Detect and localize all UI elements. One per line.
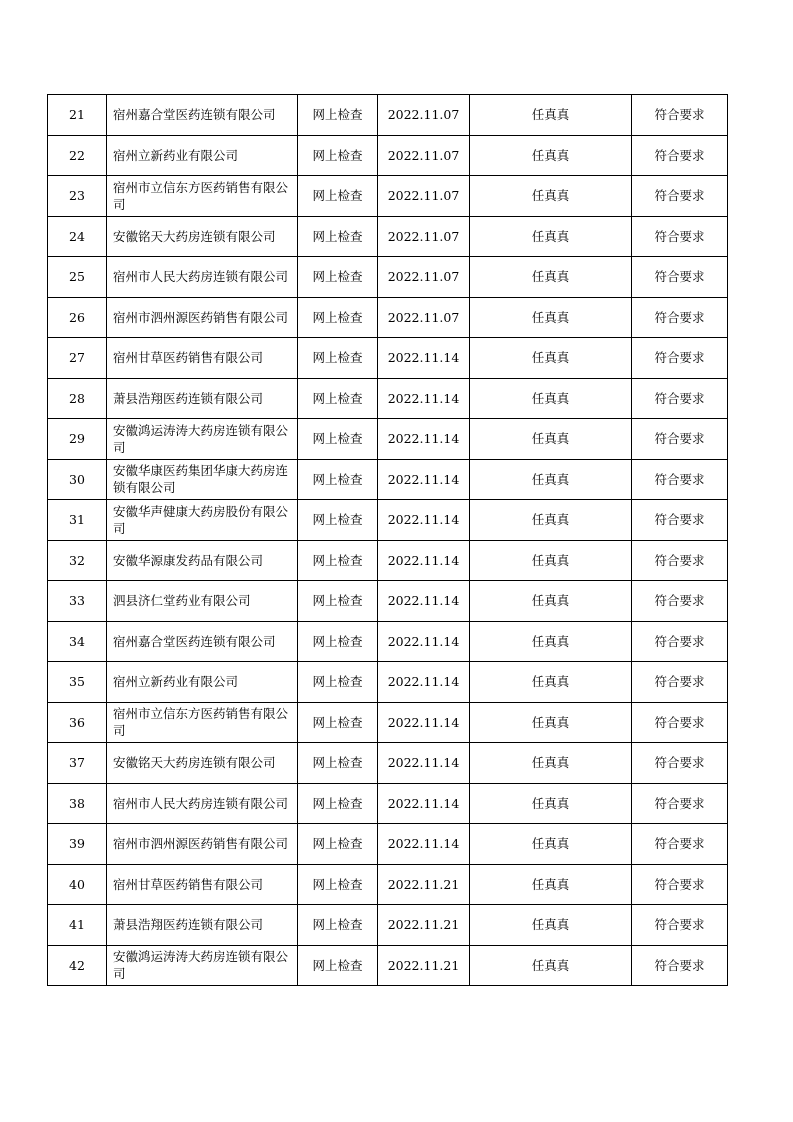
company-name: 宿州立新药业有限公司 (107, 135, 298, 176)
inspection-method: 网上检查 (298, 783, 378, 824)
company-name: 安徽华声健康大药房股份有限公司 (107, 500, 298, 541)
inspection-date: 2022.11.14 (378, 500, 470, 541)
inspection-date: 2022.11.21 (378, 945, 470, 986)
company-name: 宿州甘草医药销售有限公司 (107, 864, 298, 905)
inspection-result: 符合要求 (632, 338, 728, 379)
inspector-name: 任真真 (470, 905, 632, 946)
inspection-method: 网上检查 (298, 378, 378, 419)
inspection-method: 网上检查 (298, 257, 378, 298)
table-row (48, 581, 728, 622)
row-number: 37 (48, 743, 107, 784)
inspection-result: 符合要求 (632, 500, 728, 541)
inspection-method: 网上检查 (298, 581, 378, 622)
company-name: 安徽铭天大药房连锁有限公司 (107, 216, 298, 257)
inspection-result: 符合要求 (632, 378, 728, 419)
inspection-date: 2022.11.07 (378, 257, 470, 298)
table-row (48, 297, 728, 338)
company-name: 宿州市人民大药房连锁有限公司 (107, 257, 298, 298)
row-number: 40 (48, 864, 107, 905)
inspection-result: 符合要求 (632, 297, 728, 338)
inspection-result: 符合要求 (632, 135, 728, 176)
company-name: 安徽鸿运涛涛大药房连锁有限公司 (107, 419, 298, 460)
inspection-method: 网上检查 (298, 176, 378, 217)
table-row (48, 905, 728, 946)
inspection-date: 2022.11.14 (378, 783, 470, 824)
inspection-method: 网上检查 (298, 459, 378, 500)
table-row (48, 662, 728, 703)
inspection-method: 网上检查 (298, 743, 378, 784)
inspection-result: 符合要求 (632, 216, 728, 257)
inspection-result: 符合要求 (632, 540, 728, 581)
inspection-date: 2022.11.14 (378, 581, 470, 622)
row-number: 33 (48, 581, 107, 622)
inspection-date: 2022.11.07 (378, 176, 470, 217)
inspector-name: 任真真 (470, 257, 632, 298)
inspection-result: 符合要求 (632, 945, 728, 986)
inspection-date: 2022.11.07 (378, 135, 470, 176)
inspection-method: 网上检查 (298, 216, 378, 257)
inspection-date: 2022.11.07 (378, 216, 470, 257)
inspector-name: 任真真 (470, 581, 632, 622)
company-name: 安徽华源康发药品有限公司 (107, 540, 298, 581)
company-name: 安徽华康医药集团华康大药房连锁有限公司 (107, 459, 298, 500)
table-row (48, 216, 728, 257)
table-row (48, 783, 728, 824)
row-number: 22 (48, 135, 107, 176)
row-number: 35 (48, 662, 107, 703)
company-name: 宿州市立信东方医药销售有限公司 (107, 176, 298, 217)
table-row (48, 864, 728, 905)
row-number: 29 (48, 419, 107, 460)
inspector-name: 任真真 (470, 662, 632, 703)
table-row (48, 459, 728, 500)
inspection-method: 网上检查 (298, 297, 378, 338)
inspection-result: 符合要求 (632, 621, 728, 662)
table-row (48, 743, 728, 784)
inspection-method: 网上检查 (298, 540, 378, 581)
row-number: 42 (48, 945, 107, 986)
inspector-name: 任真真 (470, 621, 632, 662)
inspection-result: 符合要求 (632, 581, 728, 622)
table-row (48, 500, 728, 541)
company-name: 泗县济仁堂药业有限公司 (107, 581, 298, 622)
inspection-date: 2022.11.14 (378, 459, 470, 500)
inspection-date: 2022.11.14 (378, 743, 470, 784)
inspector-name: 任真真 (470, 824, 632, 865)
table-row (48, 176, 728, 217)
inspection-date: 2022.11.07 (378, 95, 470, 136)
inspection-date: 2022.11.21 (378, 864, 470, 905)
table-row (48, 378, 728, 419)
inspector-name: 任真真 (470, 297, 632, 338)
table-row (48, 540, 728, 581)
inspection-date: 2022.11.14 (378, 621, 470, 662)
inspector-name: 任真真 (470, 459, 632, 500)
table-row (48, 135, 728, 176)
inspection-result: 符合要求 (632, 662, 728, 703)
inspection-result: 符合要求 (632, 257, 728, 298)
inspection-result: 符合要求 (632, 824, 728, 865)
inspector-name: 任真真 (470, 135, 632, 176)
inspection-date: 2022.11.14 (378, 540, 470, 581)
row-number: 38 (48, 783, 107, 824)
inspector-name: 任真真 (470, 702, 632, 743)
inspector-name: 任真真 (470, 864, 632, 905)
row-number: 23 (48, 176, 107, 217)
row-number: 30 (48, 459, 107, 500)
row-number: 41 (48, 905, 107, 946)
inspection-result: 符合要求 (632, 905, 728, 946)
row-number: 31 (48, 500, 107, 541)
inspector-name: 任真真 (470, 743, 632, 784)
inspection-date: 2022.11.07 (378, 297, 470, 338)
inspection-result: 符合要求 (632, 783, 728, 824)
table-row (48, 257, 728, 298)
row-number: 25 (48, 257, 107, 298)
inspector-name: 任真真 (470, 540, 632, 581)
inspection-result: 符合要求 (632, 864, 728, 905)
row-number: 26 (48, 297, 107, 338)
inspection-method: 网上检查 (298, 945, 378, 986)
row-number: 39 (48, 824, 107, 865)
row-number: 36 (48, 702, 107, 743)
inspector-name: 任真真 (470, 176, 632, 217)
table-row (48, 338, 728, 379)
company-name: 宿州嘉合堂医药连锁有限公司 (107, 621, 298, 662)
inspection-result: 符合要求 (632, 176, 728, 217)
inspection-date: 2022.11.14 (378, 419, 470, 460)
table-row (48, 419, 728, 460)
inspection-date: 2022.11.14 (378, 378, 470, 419)
inspection-result: 符合要求 (632, 702, 728, 743)
inspection-date: 2022.11.14 (378, 702, 470, 743)
company-name: 宿州市泗州源医药销售有限公司 (107, 297, 298, 338)
company-name: 安徽鸿运涛涛大药房连锁有限公司 (107, 945, 298, 986)
inspection-method: 网上检查 (298, 702, 378, 743)
row-number: 24 (48, 216, 107, 257)
inspection-method: 网上检查 (298, 905, 378, 946)
company-name: 宿州市人民大药房连锁有限公司 (107, 783, 298, 824)
table-row (48, 621, 728, 662)
table-row (48, 702, 728, 743)
row-number: 27 (48, 338, 107, 379)
inspection-method: 网上检查 (298, 338, 378, 379)
inspection-method: 网上检查 (298, 662, 378, 703)
inspector-name: 任真真 (470, 216, 632, 257)
inspection-method: 网上检查 (298, 135, 378, 176)
inspection-date: 2022.11.14 (378, 338, 470, 379)
inspection-records-table (47, 94, 728, 986)
inspector-name: 任真真 (470, 338, 632, 379)
row-number: 32 (48, 540, 107, 581)
company-name: 宿州市立信东方医药销售有限公司 (107, 702, 298, 743)
inspection-date: 2022.11.14 (378, 662, 470, 703)
inspection-method: 网上检查 (298, 500, 378, 541)
inspection-result: 符合要求 (632, 419, 728, 460)
inspection-result: 符合要求 (632, 743, 728, 784)
inspection-date: 2022.11.21 (378, 905, 470, 946)
row-number: 21 (48, 95, 107, 136)
row-number: 28 (48, 378, 107, 419)
row-number: 34 (48, 621, 107, 662)
company-name: 安徽铭天大药房连锁有限公司 (107, 743, 298, 784)
inspector-name: 任真真 (470, 95, 632, 136)
company-name: 宿州嘉合堂医药连锁有限公司 (107, 95, 298, 136)
company-name: 宿州市泗州源医药销售有限公司 (107, 824, 298, 865)
table-body (48, 95, 728, 986)
inspector-name: 任真真 (470, 378, 632, 419)
inspection-method: 网上检查 (298, 824, 378, 865)
inspection-result: 符合要求 (632, 95, 728, 136)
inspection-method: 网上检查 (298, 419, 378, 460)
company-name: 萧县浩翔医药连锁有限公司 (107, 378, 298, 419)
inspector-name: 任真真 (470, 783, 632, 824)
inspection-method: 网上检查 (298, 95, 378, 136)
inspection-date: 2022.11.14 (378, 824, 470, 865)
company-name: 宿州立新药业有限公司 (107, 662, 298, 703)
inspector-name: 任真真 (470, 500, 632, 541)
inspection-method: 网上检查 (298, 864, 378, 905)
company-name: 萧县浩翔医药连锁有限公司 (107, 905, 298, 946)
inspector-name: 任真真 (470, 945, 632, 986)
table-row (48, 95, 728, 136)
table-row (48, 824, 728, 865)
company-name: 宿州甘草医药销售有限公司 (107, 338, 298, 379)
inspection-result: 符合要求 (632, 459, 728, 500)
table-row (48, 945, 728, 986)
inspection-method: 网上检查 (298, 621, 378, 662)
inspector-name: 任真真 (470, 419, 632, 460)
